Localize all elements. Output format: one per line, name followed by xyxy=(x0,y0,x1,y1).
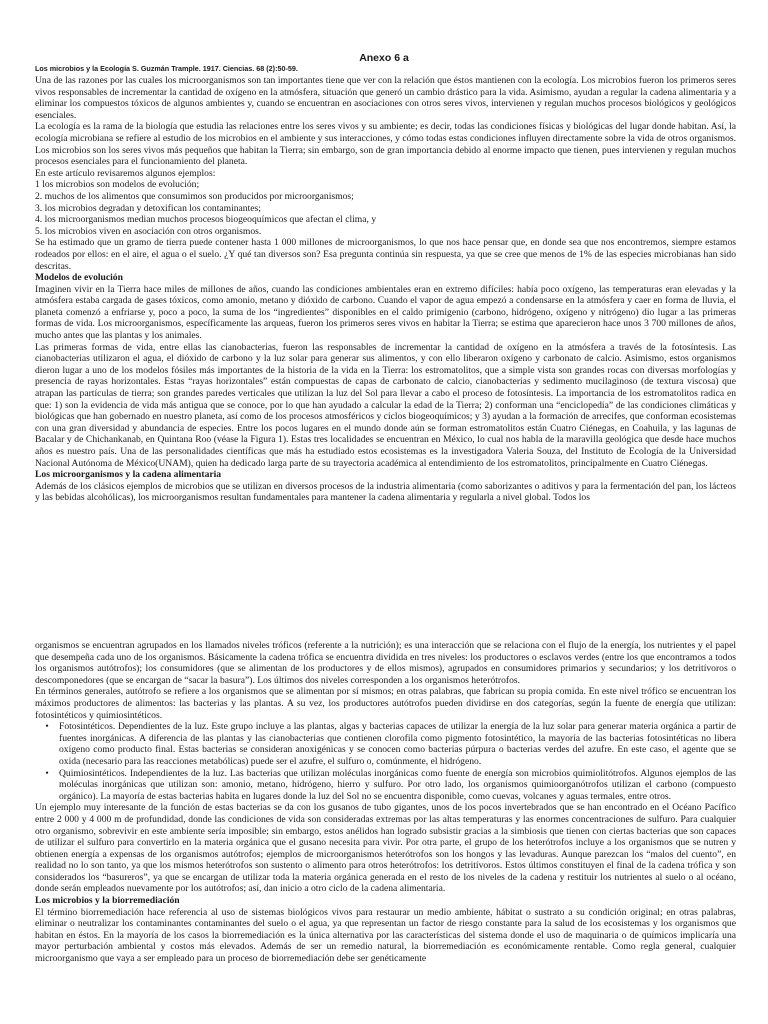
food-chain-paragraph-start: Además de los clásicos ejemplos de microbios que se utilizan en diversos procesos de la industria alimentaria (como saborizantes o aditivos y para la fermentación del pan, los lácteos y las bebidas alcohólicas), los microorganismos resultan fundamentales para mantener la cadena alimentaria y regularla a nivel global. Todos los xyxy=(35,480,736,504)
bullet-dot-icon: • xyxy=(45,721,49,733)
intro-paragraph-1: Una de las razones por las cuales los microorganismos son tan importantes tiene que ver con la relación que éstos mantienen con la ecología. Los microbios fueron los primeros seres vivos responsables de incrementar la cantidad de oxígeno en la atmósfera, situación que generó un cambio drástico para la vida. Asimismo, ayudan a regular la cadena alimentaria y a eliminar los compuestos tóxicos de algunos ambientes y, cuando se encuentran en asociaciones con otros seres vivos, intervienen y regulan muchos procesos biológicos y geológicos esenciales. xyxy=(35,75,736,121)
example-item-3: 3. los microbios degradan y detoxifican los contaminantes; xyxy=(35,202,261,214)
bullet-text: Quimiosintéticos. Independientes de la luz. Las bacterias que utilizan moléculas inorgánicas como fuente de energía son microbios quimiolitótrofos. Algunos ejemplos de las moléculas inorgánicas que utilizan son: amonio, metano, hidrógeno, hierro y sulfuro. Por otro lado, los organismos quimioorganótrofos utilizan el carbono (compuesto orgánico). La mayoría de estas bacterias habita en lugares donde la luz del Sol no se encuentra disponible, como cuevas, volcanes y aguas termales, entre otros. xyxy=(59,767,736,802)
bullet-dot-icon: • xyxy=(45,767,49,779)
heading-evolution: Modelos de evolución xyxy=(35,272,123,284)
page-top-text xyxy=(35,64,736,504)
bullet-item-photosynthetic xyxy=(35,721,736,767)
intro-paragraph-3: En este artículo revisaremos algunos ejemplos: xyxy=(35,167,216,179)
evolution-paragraph-1: Imaginen vivir en la Tierra hace miles de millones de años, cuando las condiciones ambientales eran en extremo difíciles: había poco oxígeno, las temperaturas eran elevadas y la atmósfera estaba cargada de gases tóxicos, como amonio, metano y dióxido de carbono. Cuando el vapor de agua empezó a condensarse en la atmósfera y caer en forma de lluvia, el planeta comenzó a enfriarse y, poco a poco, la suma de los “ingredientes” disponibles en el caldo primigenio (carbono, hidrógeno, oxígeno y nitrógeno) dio lugar a las primeras formas de vida. Los microorganismos, específicamente las arqueas, fueron los primeros seres vivos en habitar la Tierra; se estima que aparecieron hace unos 3 700 millones de años, mucho antes que las plantas y los animales. xyxy=(35,283,736,342)
food-chain-paragraph-continued: organismos se encuentran agrupados en los llamados niveles tróficos (referente a la nutrición); es una interacción que se relaciona con el flujo de la energía, los nutrientes y el papel que desempeña cada uno de los organismos. Básicamente la cadena trófica se encuentra dividida en tres niveles: los productores o esclavos verdes (entre los que encontramos a todos los organismos autótrofos); los consumidores (que se alimentan de los productores y de ellos mismos), agrupados en consumidores primarios y secundarios; y los detritívoros o descomponedores (que se encargan de “sacar la basura”). Los últimos dos niveles corresponden a los organismos heterótrofos. xyxy=(35,640,736,686)
bullet-item-chemosynthetic xyxy=(35,768,736,803)
example-item-4: 4. los microorganismos median muchos procesos biogeoquímicos que afectan el clima, y xyxy=(35,214,377,226)
citation: Los microbios y la Ecología S. Guzmán Trample. 1917. Ciencias. 68 (2):50-59. xyxy=(35,64,298,73)
tube-worms-paragraph: Un ejemplo muy interesante de la función de estas bacterias se da con los gusanos de tubo gigantes, unos de los pocos invertebrados que se han encontrado en el Océano Pacífico entre 2 000 y 4 000 m de profundidad, donde las condiciones de vida son consideradas extremas por las altas temperaturas y las enormes concentraciones de sulfuro. Para cualquier otro organismo, sobrevivir en este ambiente sería imposible; sin embargo, estos anélidos han logrado subsistir gracias a la simbiosis que tienen con ciertas bacterias que son capaces de utilizar el sulfuro para convertirlo en la materia orgánica que el gusano necesita para vivir. Por otra parte, el grupo de los heterótrofos incluye a los organismos que se nutren y obtienen energía a expensas de los organismos autótrofos; ejemplos de microorganismos heterótrofos son los hongos y las levaduras. Aunque parezcan los “malos del cuento”, en realidad no lo son tanto, ya que los mismos heterótrofos son sustento o alimento para otros heterótrofos: los detritívoros. Estos últimos constituyen el final de la cadena trófica y son considerados los “basureros”, ya que se encargan de utilizar toda la materia orgánica generada en el resto de los niveles de la cadena y restituir los nutrientes al suelo o al océano, donde serán empleados nuevamente por los autótrofos; así, dan inicio a otro ciclo de la cadena alimentaria. xyxy=(35,802,736,895)
autotrophs-paragraph: En términos generales, autótrofo se refiere a los organismos que se alimentan por sí mismos; en otras palabras, que fabrican su propia comida. En este nivel trófico se encuentran los máximos productores de alimentos: las bacterias y las plantas. A su vez, los productores autótrofos pueden dividirse en dos categorías, según la fuente de energía que utilizan: fotosintéticos y quimiosintéticos. xyxy=(35,686,736,721)
intro-paragraph-2: La ecología es la rama de la biología que estudia las relaciones entre los seres vivos y su ambiente; es decir, todas las condiciones físicas y biológicas del lugar donde habitan. Así, la ecología microbiana se refiere al estudio de los microbios en el ambiente y sus interacciones, y cómo todas estas condiciones influyen directamente sobre la vida de otros organismos. Los microbios son los seres vivos más pequeños que habitan la Tierra; sin embargo, son de gran importancia debido al enorme impacto que tienen, pues intervienen y regulan muchos procesos esenciales para el funcionamiento del planeta. xyxy=(35,121,736,168)
soil-paragraph: Se ha estimado que un gramo de tierra puede contener hasta 1 000 millones de microorganismos, lo que nos hace pensar que, en donde sea que nos encontremos, siempre estamos rodeados por ellos: en el aire, el agua o el suelo. ¿Y qué tan diversos son? Esa pregunta continúa sin respuesta, ya que se cree que menos de 1% de las especies microbianas han sido descritas. xyxy=(35,237,736,272)
page-bottom-text xyxy=(35,640,736,965)
heading-food-chain: Los microorganismos y la cadena alimentaria xyxy=(35,469,222,481)
example-item-1: 1 los microbios son modelos de evolución; xyxy=(35,179,200,191)
heading-bioremediation: Los microbios y la biorremediación xyxy=(35,895,180,907)
document-title: Anexo 6 a xyxy=(359,52,409,64)
example-item-2: 2. muchos de los alimentos que consumimos son producidos por microorganismos; xyxy=(35,190,354,202)
evolution-paragraph-2: Las primeras formas de vida, entre ellas las cianobacterias, fueron las responsables de incrementar la cantidad de oxígeno en la atmósfera a través de la fotosíntesis. Las cianobacterias utilizaron el agua, el dióxido de carbono y la luz solar para generar sus alimentos, y con ello liberaron oxígeno y carbonato de calcio. Asimismo, estos organismos dieron lugar a uno de los modelos fósiles más importantes de la historia de la vida en la Tierra: los estromatolitos, que a simple vista son grandes rocas con diversas morfologías y presencia de rayas horizontales. Estas “rayas horizontales” están compuestas de capas de carbonato de calcio, cianobacterias y sedimento mucilaginoso (de textura viscosa) que atrapan las partículas de tierra; son grandes paredes verticales que utilizan la luz del Sol para llevar a cabo el proceso de fotosíntesis. La importancia de los estromatolitos radica en que: 1) son la evidencia de vida más antigua que se conoce, por lo que han ayudado a calcular la edad de la Tierra; 2) conforman una “enciclopedia” de las condiciones climáticas y biológicas que han gobernado en nuestro planeta, así como de los procesos atmosféricos y ciclos biogeoquímicos; y 3) ayudan a la formación de arrecifes, que conforman ecosistemas con una gran diversidad y abundancia de especies. Entre los pocos lugares en el mundo donde aún se forman estromatolitos están Cuatro Ciénegas, en Coahuila, y las lagunas de Bacalar y de Chichankanab, en Quintana Roo (véase la Figura 1). Estas tres localidades se encuentran en México, lo cual nos habla de la maravilla geológica que desde hace muchos años es nuestro país. Una de las personalidades científicas que más ha estudiado estos ecosistemas es la investigadora Valeria Souza, del Instituto de Ecología de la Universidad Nacional Autónoma de México(UNAM), quien ha dedicado larga parte de su trayectoria académica al entendimiento de los estromatolitos, principalmente en Cuatro Ciénegas. xyxy=(35,341,736,469)
bullet-text: Fotosintéticos. Dependientes de la luz. Este grupo incluye a las plantas, algas y bacterias capaces de utilizar la energía de la luz solar para generar materia orgánica a partir de fuentes inorgánicas. A diferencia de las plantas y las cianobacterias que contienen clorofila como pigmento fotosintético, la mayoría de las bacterias fotosintéticas no libera oxígeno como producto final. Estas bacterias se consideran anoxigénicas y se conocen como bacterias púrpura o bacterias verdes del azufre. En este caso, el agente que se oxida (necesario para las reacciones metabólicas) puede ser el azufre, el sulfuro o, comúnmente, el hidrógeno. xyxy=(59,721,736,767)
example-item-5: 5. los microbios viven en asociación con otros organismos. xyxy=(35,225,262,237)
bioremediation-paragraph: El término biorremediación hace referencia al uso de sistemas biológicos vivos para restaurar un medio ambiente, hábitat o sustrato a su condición original; en otras palabras, eliminar o neutralizar los contaminantes contaminantes del suelo o el agua, ya que representan un factor de riesgo constante para la salud de los ecosistemas y los organismos que habitan en éstos. En la mayoría de los casos la biorremediación es la única alternativa por las características del sistema donde el uso de maquinaria o de químicos implicaría una mayor perturbación ambiental y costos más elevados. Además de ser un remedio natural, la biorremediación es económicamente rentable. Como regla general, cualquier microorganismo que vaya a ser empleado para un proceso de biorremediación debe ser genéticamente xyxy=(35,906,736,965)
